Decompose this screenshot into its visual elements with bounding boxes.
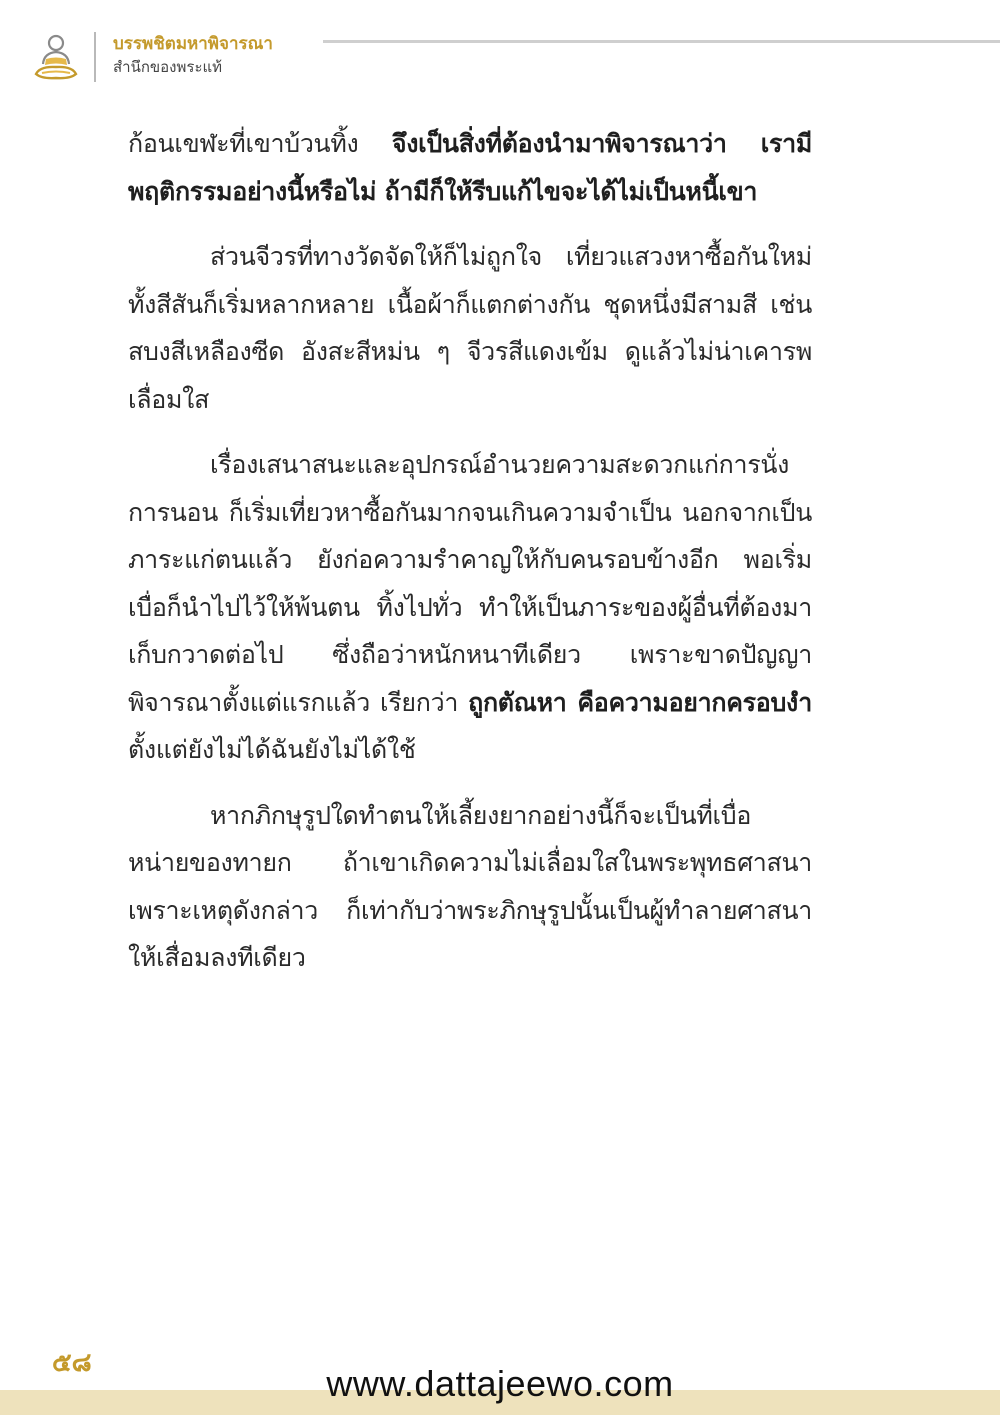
paragraph-4	[128, 792, 812, 982]
paragraph-text: เรื่องเสนาสนะและอุปกรณ์อำนวยความสะดวกแก่การนั่งการนอน ก็เริ่มเที่ยวหาซื้อกันมากจนเกินความจำเป็น นอกจากเป็นภาระแก่ตนแล้ว ยังก่อความรำคาญให้กับคนรอบข้างอีก พอเริ่มเบื่อก็นำไปไว้ให้พ้นตน ทิ้งไปทั่ว ทำให้เป็นภาระของผู้อื่นที่ต้องมาเก็บกวาดต่อไป ซึ่งถือว่าหนักหนาทีเดียว เพราะขาดปัญญาพิจารณาตั้งแต่แรกแล้ว เรียกว่า	[128, 450, 812, 717]
paragraph-emphasis: ถูกตัณหา คือความอยากครอบงำ	[468, 687, 812, 717]
paragraph-3	[128, 441, 812, 774]
paragraph-1	[128, 120, 812, 215]
page-body	[128, 120, 812, 1000]
header-divider	[94, 32, 96, 82]
paragraph-text: ก้อนเขฬะที่เขาบ้วนทิ้ง	[128, 129, 392, 158]
paragraph-text: หากภิกษุรูปใดทำตนให้เลี้ยงยากอย่างนี้ก็จะเป็นที่เบื่อหน่ายของทายก ถ้าเขาเกิดความไม่เลื่อมใสในพระพุทธศาสนาเพราะเหตุดังกล่าว ก็เท่ากับว่าพระภิกษุรูปนั้นเป็นผู้ทำลายศาสนาให้เสื่อมลงทีเดียว	[128, 800, 812, 972]
book-title: บรรพชิตมหาพิจารณา	[113, 34, 273, 54]
paragraph-text: ส่วนจีวรที่ทางวัดจัดให้ก็ไม่ถูกใจ เที่ยวแสวงหาซื้อกันใหม่ ทั้งสีสันก็เริ่มหลากหลาย เนื้อผ้าก็แตกต่างกัน ชุดหนึ่งมีสามสี เช่น สบงสีเหลืองซีด อังสะสีหม่น ๆ จีวรสีแดงเข้ม ดูแล้วไม่น่าเคารพเลื่อมใส	[128, 242, 812, 414]
meditating-monk-icon	[30, 32, 82, 84]
paragraph-2	[128, 233, 812, 423]
book-subtitle: สำนึกของพระแท้	[113, 58, 223, 76]
paragraph-emphasis: จึงเป็นสิ่งที่ต้องนำมาพิจารณาว่า เรามีพฤติกรรมอย่างนี้หรือไม่ ถ้ามีก็ให้รีบแก้ไขจะได้ไม่เป็นหนี้เขา	[128, 129, 813, 206]
page-number: ๕๘	[52, 1348, 92, 1378]
footer-url[interactable]: www.dattajeewo.com	[326, 1363, 674, 1404]
header-rule	[323, 40, 1000, 43]
page-header	[0, 0, 1000, 100]
paragraph-text: ตั้งแต่ยังไม่ได้ฉันยังไม่ได้ใช้	[128, 735, 416, 764]
